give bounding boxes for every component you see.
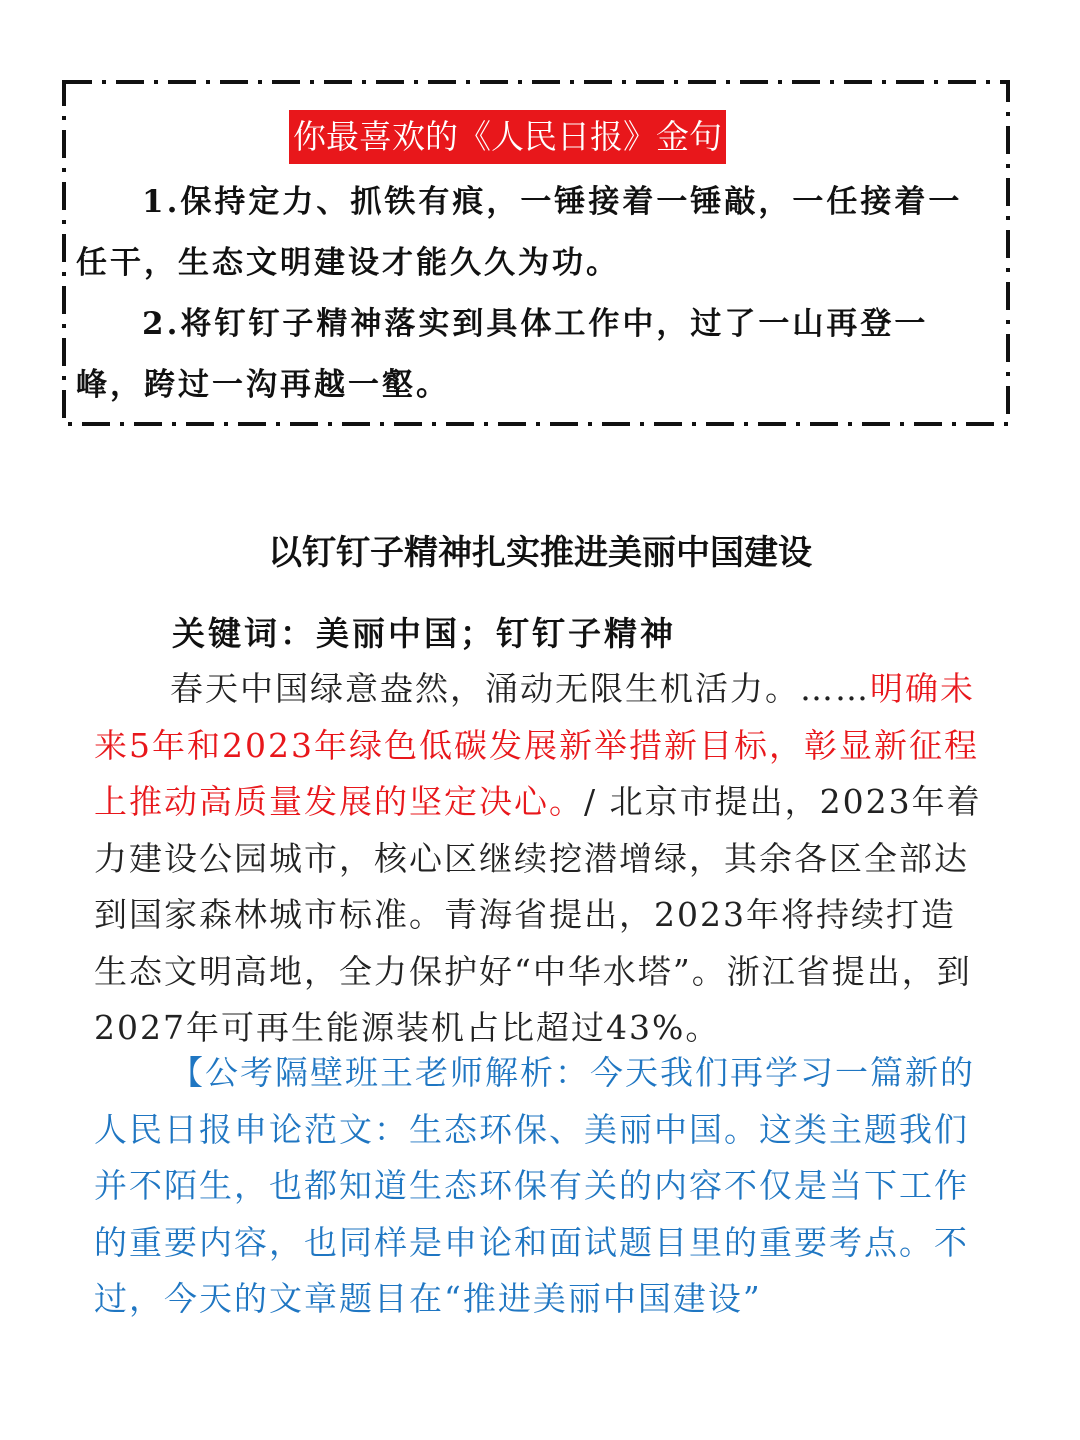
article-title: 以钉钉子精神扎实推进美丽中国建设 bbox=[268, 533, 812, 573]
quote-item: 1.保持定力、抓铁有痕，一锤接着一锤敲，一任接着一任干，生态文明建设才能久久为功。 bbox=[76, 184, 963, 281]
teacher-analysis bbox=[94, 1045, 990, 1328]
quote-box-title: 你最喜欢的《人民日报》金句 bbox=[289, 110, 726, 164]
quote-list bbox=[76, 172, 991, 416]
analysis-text: 【公考隔壁班王老师解析：今天我们再学习一篇新的人民日报申论范文：生态环保、美丽中国。这类主题我们并不陌生，也都知道生态环保有关的内容不仅是当下工作的重要内容，也同样是申论和面试题目里的重要考点。不过，今天的文章题目在“推进美丽中国建设” bbox=[94, 1053, 975, 1318]
paragraph-text: 春天中国绿意盎然，涌动无限生机活力。…… bbox=[170, 669, 870, 708]
highlighted-text: 明确未来5年和2023年绿色低碳发展新举措新目标，彰显新征程上推动高质量发展的坚定决心。 bbox=[94, 669, 979, 821]
article-keywords: 关键词：美丽中国；钉钉子精神 bbox=[172, 614, 676, 653]
quote-box bbox=[62, 80, 1010, 426]
quote-item: 2.将钉钉子精神落实到具体工作中，过了一山再登一峰，跨过一沟再越一壑。 bbox=[76, 306, 929, 403]
paragraph-text: / 北京市提出，2023年着力建设公园城市，核心区继续挖潜增绿，其余各区全部达到国家森林城市标准。青海省提出，2023年将持续打造生态文明高地，全力保护好“中华水塔”。浙江省提出，到2027年可再生能源装机占比超过43%。 bbox=[94, 782, 982, 1047]
article-paragraph bbox=[94, 661, 990, 1057]
